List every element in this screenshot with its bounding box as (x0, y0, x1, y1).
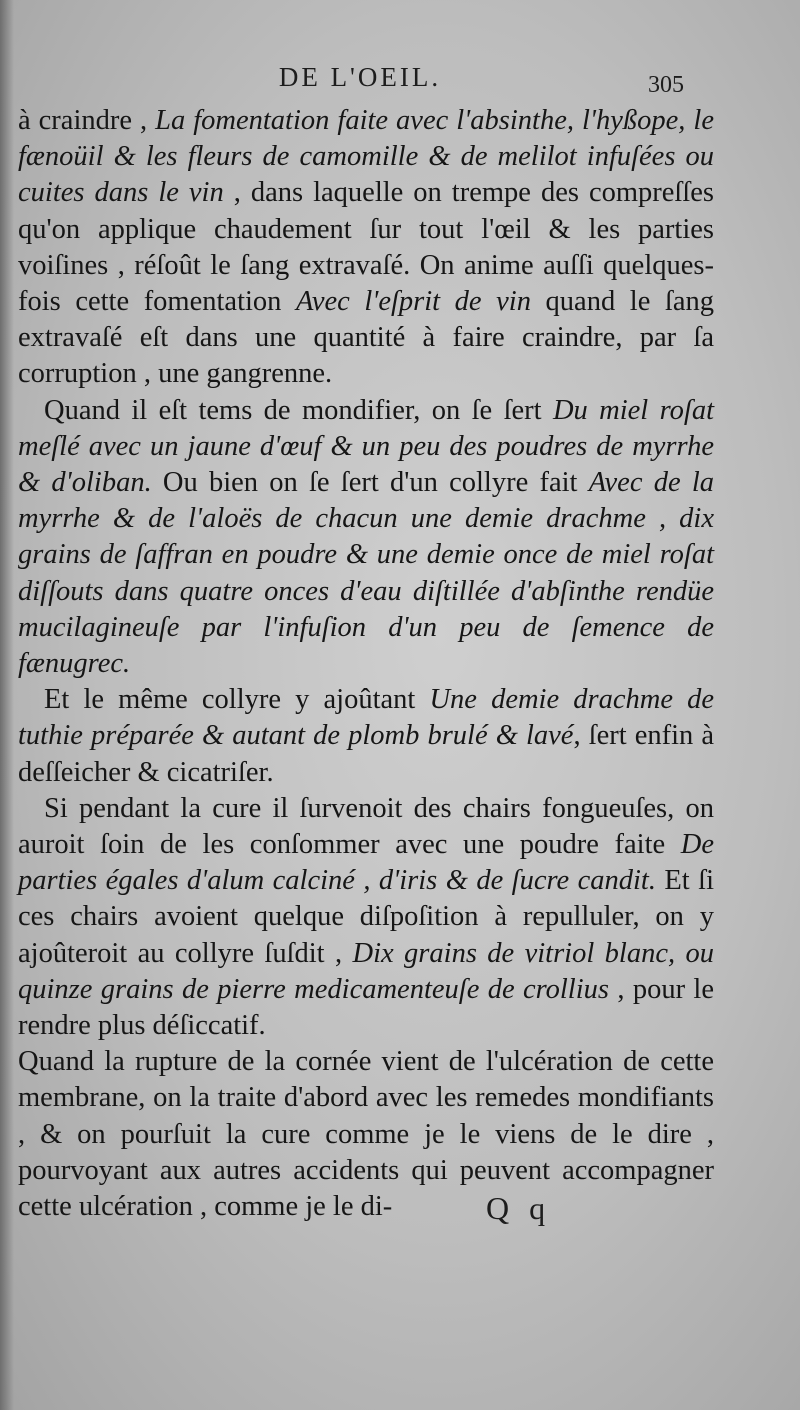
italic-run: Dix grains de vitriol blanc, ou quinze grains de pierre medicamenteuſe de crollius (18, 937, 714, 1005)
body-text (18, 103, 714, 1225)
roman-run: Ou bien on ſe ſert d'un collyre fait (151, 467, 589, 499)
paragraph-5 (18, 1044, 714, 1225)
italic-run: De parties égales d'alum calciné , d'iris & de ſucre candit. (18, 829, 714, 897)
italic-run: Avec de la myrrhe & de l'aloës de chacun une demie drachme , dix grains de ſaffran en poudre & une demie once de miel roſat diſſouts dans quatre onces d'eau diſtillée d'abſinthe rendüe mucilagineuſe par l'infuſion d'un peu de ſemence de fænugrec. (18, 467, 714, 680)
roman-run: Quand la rupture de la cornée vient de l'ulcération de cette membrane, on la traite d'abord avec les remedes mondifiants , & on pourſuit la cure comme je le viens de le dire , pourvoyant aux autres accidents qui peuvent accompagner cette ulcération , comme je le di- (18, 1046, 714, 1223)
italic-run: Une demie drachme de tuthie préparée & autant de plomb brulé & lavé (18, 684, 714, 752)
roman-run: quand le ſang extravaſé eſt dans une quantité à faire craindre, par ſa corruption , une gangrenne. (18, 286, 714, 390)
roman-run: Et ſi ces chairs avoient quelque diſpoſition à repulluler, on y ajoûteroit au collyre ſuſdit , (18, 865, 714, 969)
paragraph-2 (18, 393, 714, 683)
running-head: DE L'OEIL. (278, 62, 442, 92)
roman-run: à craindre , (18, 105, 156, 136)
roman-run: , pour le rendre plus déſiccatif. (18, 973, 714, 1042)
roman-run: , dans laquelle on trempe des compreſſes qu'on applique chaudement ſur tout l'œil & les parties voiſines , réſoût le ſang extravaſé. On anime auſſi quelques-fois cette fomentation (18, 177, 714, 318)
italic-run: Avec l'eſprit de vin (295, 286, 531, 318)
roman-run: Quand il eſt tems de mondifier, on ſe ſert (44, 394, 553, 426)
paragraph-1 (18, 103, 714, 393)
page-header (0, 58, 800, 98)
roman-run: , ſert enfin à deſſeicher & cicatriſer. (18, 720, 715, 788)
italic-run: La fomentation faite avec l'absinthe, l'hyßope, le fænoüil & les fleurs de camomille & de melilot infuſées ou cuites dans le vin (18, 105, 714, 209)
paragraph-3 (18, 682, 714, 791)
paragraph-4 (18, 791, 714, 1044)
signature-mark: Q q (486, 1190, 552, 1226)
page-number: 305 (648, 72, 684, 98)
italic-run: Du miel roſat meſlé avec un jaune d'œuf & un peu des poudres de myrrhe & d'oliban. (18, 394, 714, 499)
roman-run: Si pendant la cure il ſurvenoit des chairs fongueuſes, on auroit ſoin de les conſommer avec une poudre faite (18, 792, 714, 861)
roman-run: Et le même collyre y ajoûtant (44, 684, 430, 716)
